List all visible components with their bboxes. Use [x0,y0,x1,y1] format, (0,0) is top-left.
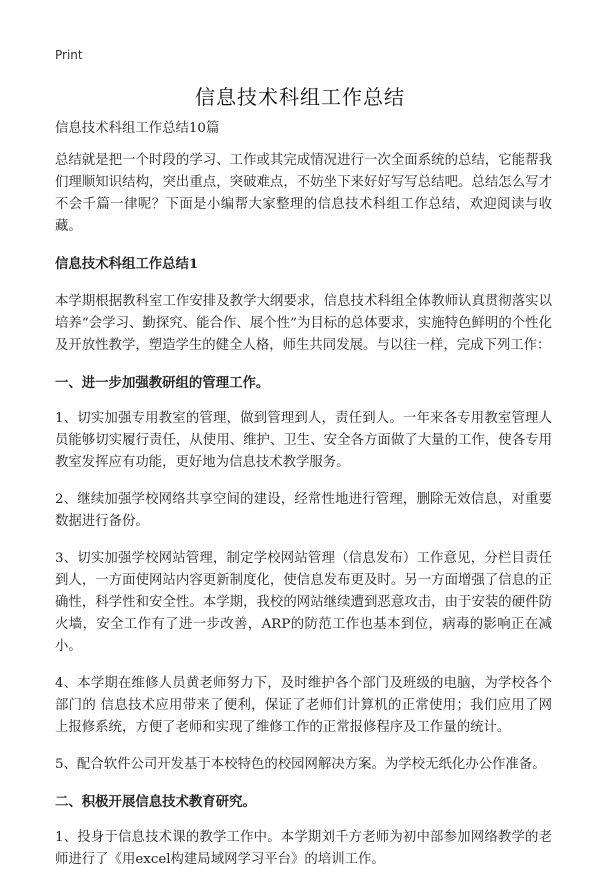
document-body [55,118,552,886]
section1-intro-paragraph: 本学期根据教科室工作安排及教学大纲要求，信息技术科组全体教师认真贯彻落实以培养“会学习、勤探究、能合作、展个性”为目标的总体要求，实施特色鲜明的个性化及开放性教学，塑造学生的健全人格，师生共同发展。与以往一样，完成下列工作： [55,294,552,353]
list-item: 1、投身于信息技术课的教学工作中。本学期刘千方老师为初中部参加网络教学的老师进行了《用excel构建局域网学习平台》的培训工作。 [55,830,552,867]
section1-heading: 信息技术科组工作总结1 [55,256,199,272]
list-item: 3、切实加强学校网站管理，制定学校网站管理（信息发布）工作意见，分栏目责任到人，一方面使网站内容更新制度化，使信息发布更及时。另一方面增强了信息的正确性，科学性和安全性。本学期，我校的网站继续遭到恶意攻击，由于安装的硬件防火墙，安全工作有了进一步改善，ARP的防范工作也基本到位，病毒的影响正在减小。 [55,551,552,654]
print-link[interactable]: Print [55,48,83,62]
intro-paragraph: 总结就是把一个时段的学习、工作或其完成情况进行一次全面系统的总结，它能帮我们理顺知识结构，突出重点，突破难点，不妨坐下来好好写写总结吧。总结怎么写才不会千篇一律呢？下面是小编帮大家整理的信息技术科组工作总结，欢迎阅读与收藏。 [55,153,552,234]
part2-heading: 二、积极开展信息技术教育研究。 [55,794,256,810]
list-item: 1、切实加强专用教室的管理，做到管理到人，责任到人。一年来各专用教室管理人员能够切实履行责任，从使用、维护、卫生、安全各方面做了大量的工作，使各专用教室发挥应有功能，更好地为信息技术教学服务。 [55,411,552,470]
list-item: 5、配合软件公司开发基于本校特色的校园网解决方案。为学校无纸化办公作准备。 [55,757,546,772]
document-subtitle: 信息技术科组工作总结10篇 [55,121,220,136]
list-item: 2、继续加强学校网络共享空间的建设，经常性地进行管理，删除无效信息，对重要数据进行备份。 [55,492,552,529]
document-title: 信息技术科组工作总结 [195,85,405,109]
list-item: 4、本学期在维修人员黄老师努力下，及时维护各个部门及班级的电脑，为学校各个部门的 信息技术应用带来了便利，保证了老师们计算机的正常使用；我们应用了网上报修系统，方便了老师和实现了维修工作的正常报修程序及工作量的统计。 [55,676,552,735]
part1-heading: 一、进一步加强教研组的管理工作。 [55,375,270,391]
